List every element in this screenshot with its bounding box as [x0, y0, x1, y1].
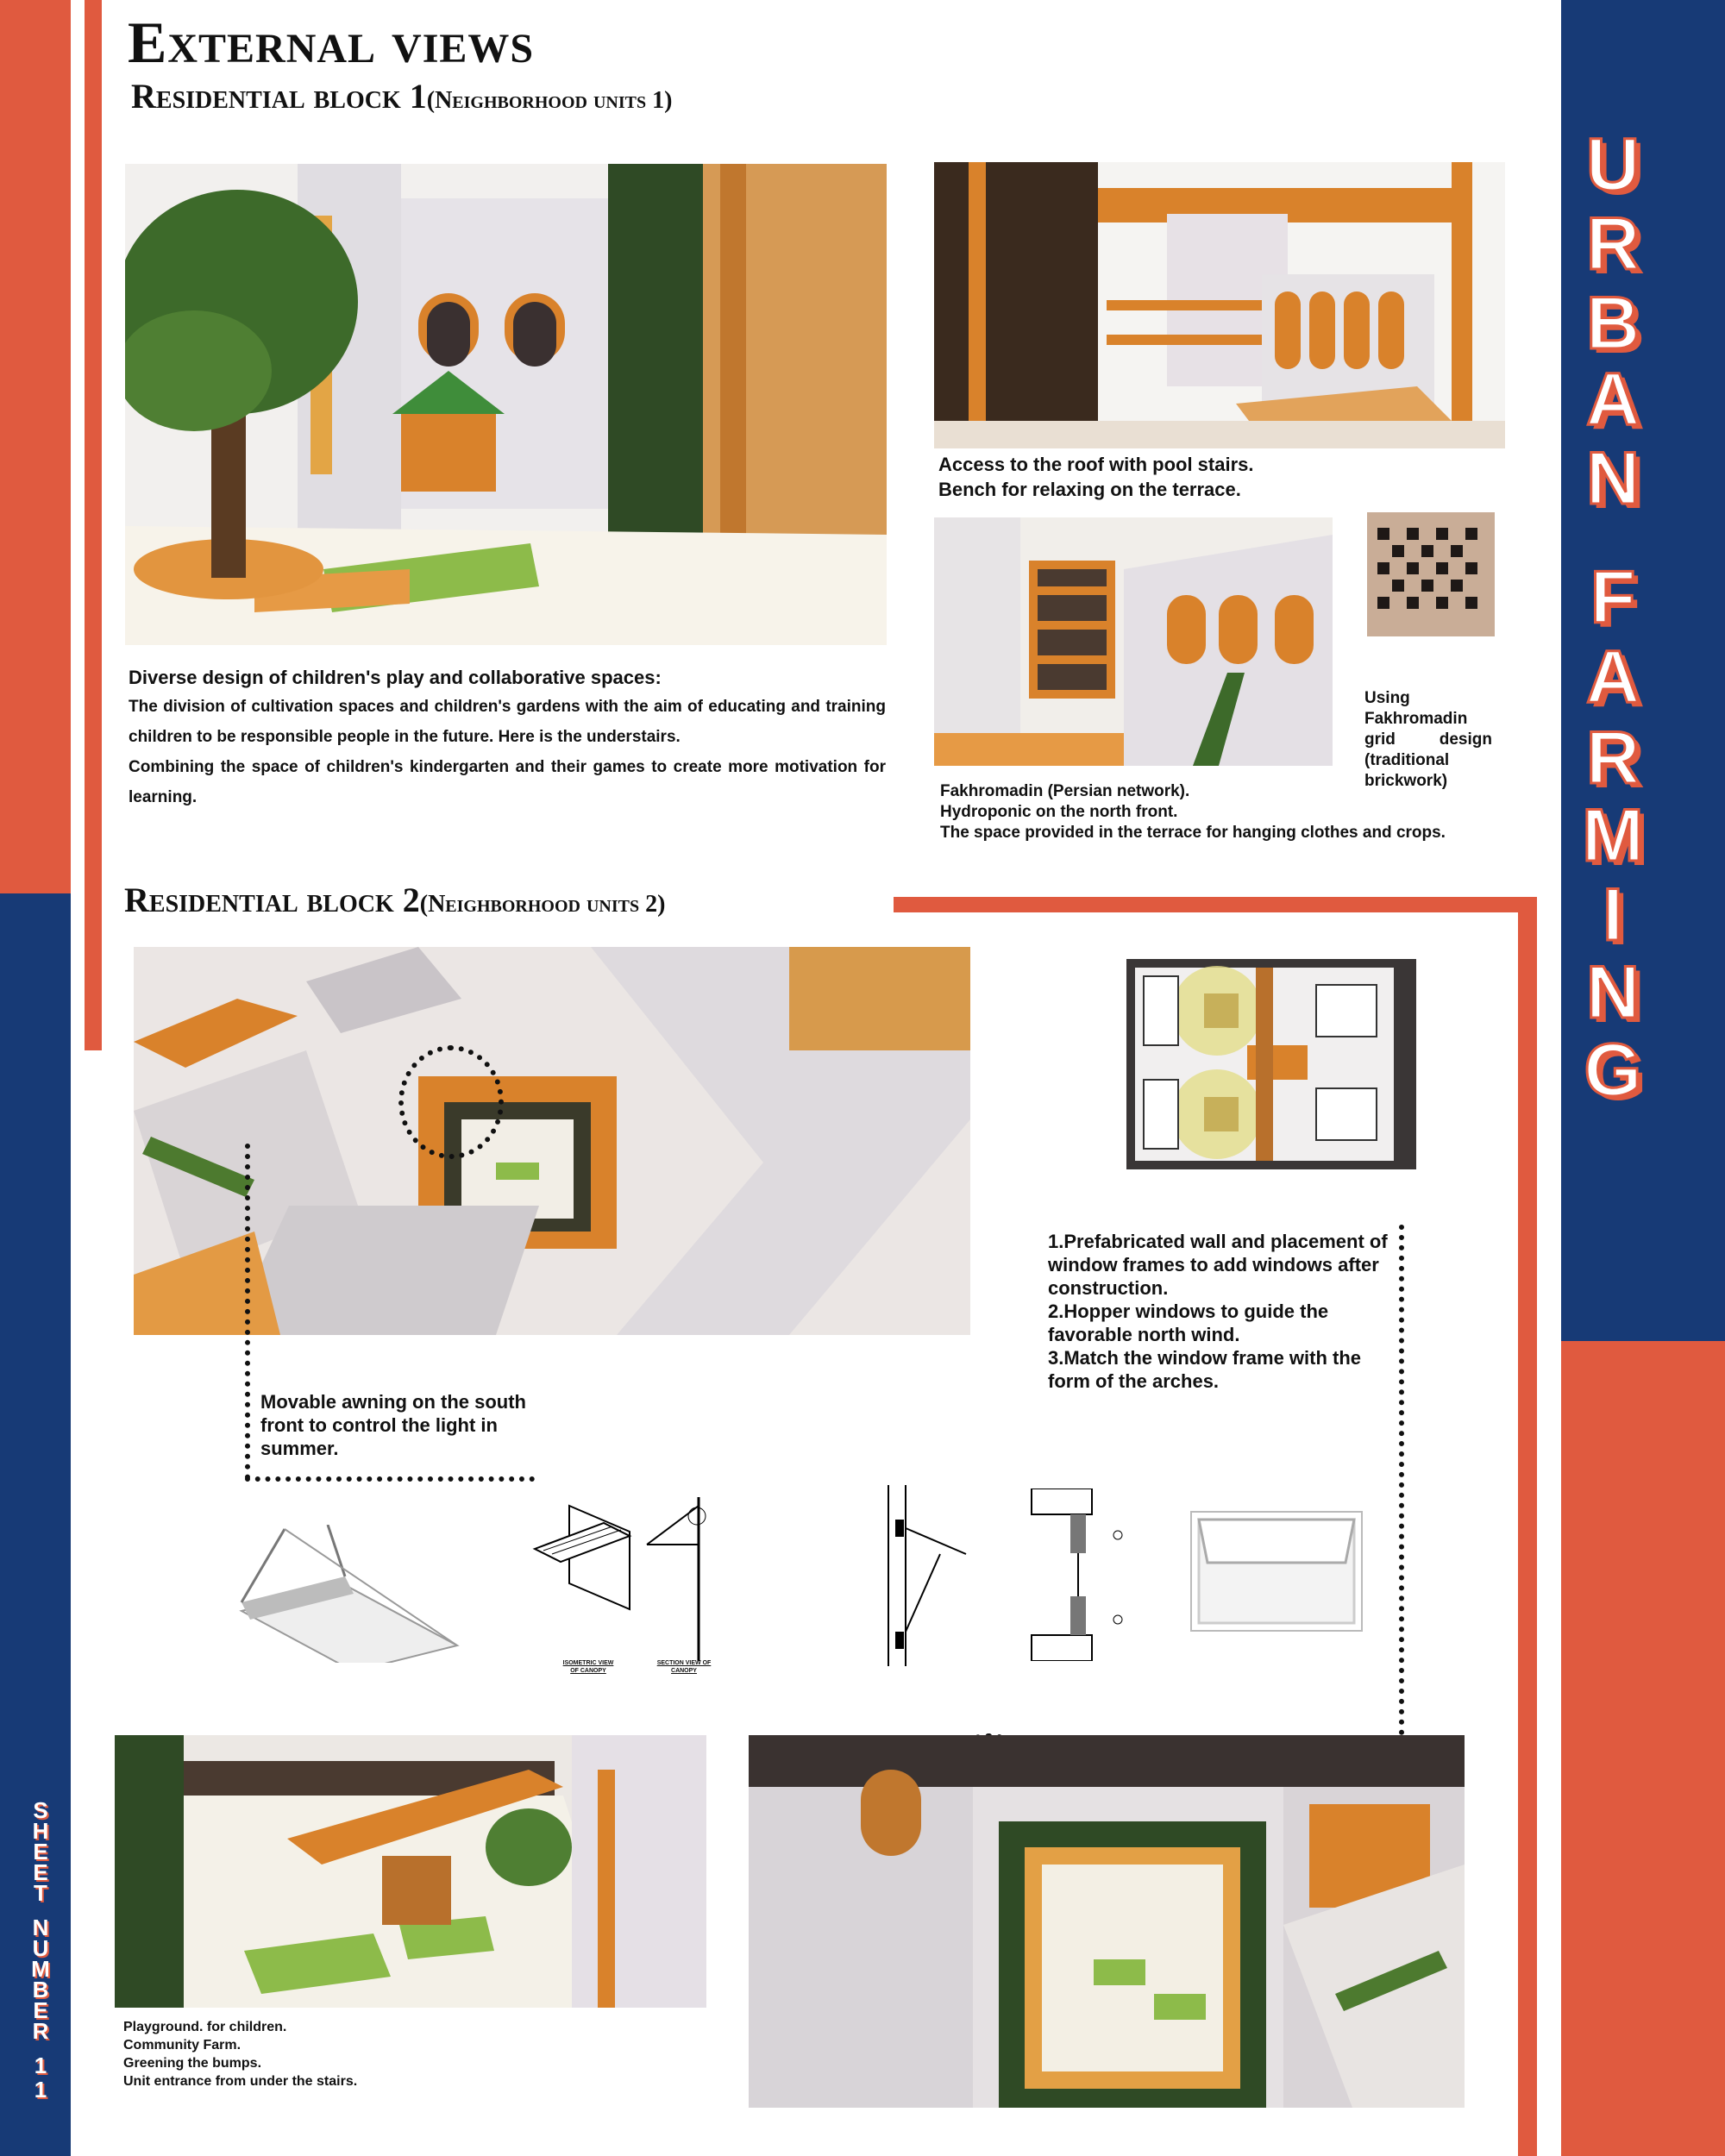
side-letter: I: [1603, 874, 1623, 956]
bottom-caption: [123, 2018, 357, 2090]
sheet-letter: B: [32, 1977, 49, 2002]
sheet-letter: E: [33, 1839, 48, 1865]
bottom-caption-line: Greening the bumps.: [123, 2056, 262, 2071]
canopy-section-label: SECTION VIEW OF CANOPY: [656, 1660, 712, 1674]
block1-title-text: Residential block 1: [131, 77, 427, 116]
sheet-letter: M: [31, 1956, 50, 1982]
play-caption-paragraph: The division of cultivation spaces and children's gardens with the aim of educating and training children to be responsible people in the future. Here is the understairs.: [129, 698, 886, 746]
courtyard-render: [125, 164, 887, 645]
side-letter: M: [1582, 794, 1644, 877]
play-caption-heading: Diverse design of children's play and collaborative spaces:: [129, 667, 662, 688]
window-frame-section: [1023, 1489, 1126, 1661]
courtyard-aerial-render: [749, 1735, 1465, 2108]
sheet-letter: E: [33, 1859, 48, 1885]
block2-aerial-render: [134, 947, 970, 1335]
fakhromadin-caption-line: The space provided in the terrace for hanging clothes and crops.: [940, 824, 1446, 842]
dotted-connector: [245, 1476, 535, 1482]
block2-orange-rule: [894, 897, 1537, 912]
window-caption: [1048, 1230, 1397, 1393]
block1-title: [131, 76, 672, 116]
window-caption-line: 1.Prefabricated wall and placement of window frames to add windows after construction.: [1048, 1231, 1388, 1299]
play-caption: [129, 664, 886, 812]
play-caption-paragraph: Combining the space of children's kindergarten and their games to create more motivation for learning.: [129, 758, 886, 806]
bottom-caption-line: Playground. for children.: [123, 2020, 287, 2034]
block1-subtitle: (Neighborhood units 1): [426, 87, 673, 114]
side-letter: F: [1590, 556, 1636, 639]
side-letter: U: [1585, 123, 1640, 206]
brick-caption: Using Fakhromadin grid design (traditional brickwork): [1364, 689, 1492, 790]
side-letter: N: [1585, 951, 1640, 1034]
roof-caption-line: Access to the roof with pool stairs.: [938, 454, 1254, 475]
fakhromadin-caption-line: Hydroponic on the north front.: [940, 803, 1178, 821]
sheet-letter: R: [32, 2018, 49, 2044]
roof-access-render: [934, 162, 1505, 448]
awning-model: [224, 1525, 466, 1663]
hopper-window-model: [1190, 1511, 1363, 1632]
playground-render: [115, 1735, 706, 2008]
left-orange-bar: [0, 0, 71, 893]
block2-subtitle: (Neighborhood units 2): [419, 891, 666, 918]
page-title: External views: [128, 9, 535, 75]
block2-title: [124, 880, 665, 920]
canopy-iso-label: ISOMETRIC VIEW OF CANOPY: [562, 1660, 614, 1674]
block2-orange-rule-vertical: [1518, 897, 1537, 2156]
sheet-letter: S: [33, 1797, 48, 1823]
sheet-letter: N: [32, 1915, 49, 1940]
side-letter: R: [1585, 203, 1640, 285]
side-letter: R: [1585, 717, 1640, 799]
hopper-window-section: [871, 1485, 992, 1666]
brick-pattern-image: [1367, 512, 1495, 636]
roof-caption-line: Bench for relaxing on the terrace.: [938, 479, 1241, 500]
side-letter: N: [1585, 437, 1640, 520]
sheet-letter: 1: [34, 2053, 47, 2078]
side-letter: A: [1585, 358, 1640, 441]
dotted-connector: [1399, 1225, 1404, 1808]
sheet-letter: H: [32, 1818, 49, 1844]
window-caption-line: 2.Hopper windows to guide the favorable north wind.: [1048, 1300, 1329, 1345]
dotted-connector: [245, 1144, 250, 1480]
sheet-letter: 1: [34, 2077, 47, 2103]
site-plan: [1126, 959, 1416, 1169]
sheet-letter: E: [33, 1997, 48, 2023]
fakhromadin-caption: [940, 781, 1544, 843]
block2-title-text: Residential block 2: [124, 881, 420, 919]
left-inner-orange-line: [85, 0, 102, 1050]
fakhromadin-render: [934, 517, 1333, 766]
bottom-caption-line: Unit entrance from under the stairs.: [123, 2074, 358, 2089]
sheet-letter: T: [34, 1880, 47, 1906]
detail-highlight-circle: [398, 1045, 504, 1159]
sheet-letter: U: [32, 1935, 49, 1961]
fakhromadin-caption-line: Fakhromadin (Persian network).: [940, 782, 1190, 800]
side-letter: A: [1585, 636, 1640, 718]
side-letter: G: [1584, 1029, 1642, 1112]
side-letter: B: [1585, 282, 1640, 365]
canopy-drawings: [526, 1497, 742, 1678]
right-orange-panel: [1561, 1341, 1725, 2156]
awning-caption: Movable awning on the south front to control the light in summer.: [260, 1391, 526, 1459]
roof-caption: [938, 452, 1499, 502]
window-caption-line: 3.Match the window frame with the form of the arches.: [1048, 1347, 1362, 1392]
bottom-caption-line: Community Farm.: [123, 2038, 242, 2053]
